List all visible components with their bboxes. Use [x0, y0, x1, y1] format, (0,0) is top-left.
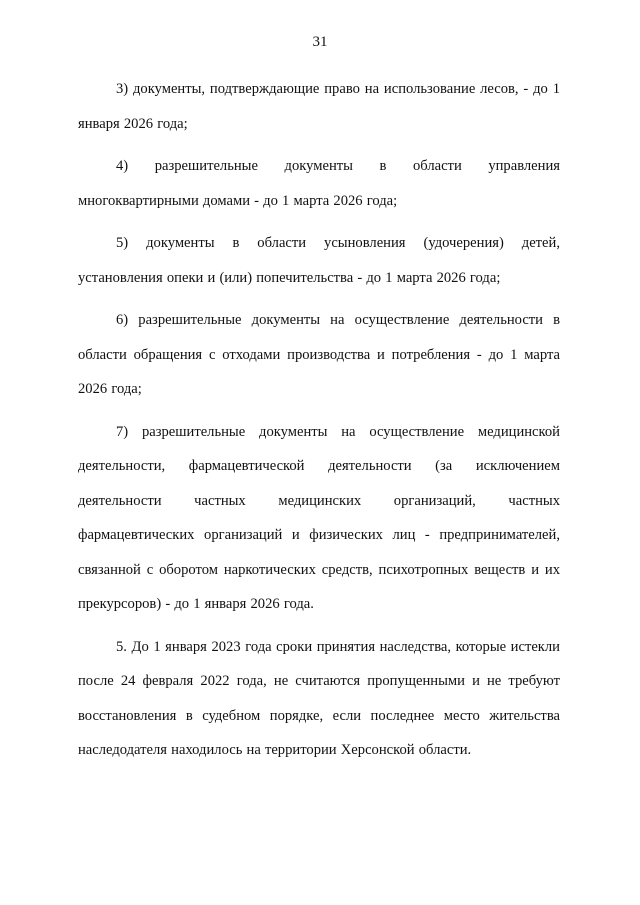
paragraph-item-7: 7) разрешительные документы на осуществление медицинской деятельности, фармацевтической деятельности (за исключением деятельности частных медицинских организаций, частных фармацевтических организаций и физических лиц - предпринимателей, связанной с оборотом наркотических средств, психотропных веществ и их прекурсоров) - до 1 января 2026 года.: [78, 423, 560, 612]
page-number: 31: [312, 34, 328, 50]
paragraph-item-6: 6) разрешительные документы на осуществление деятельности в области обращения с отходами производства и потребления - до 1 марта 2026 года;: [78, 312, 560, 397]
paragraph-item-4: 4) разрешительные документы в области управления многоквартирными домами - до 1 марта 2026 года;: [78, 158, 560, 209]
paragraph-item-5: 5) документы в области усыновления (удочерения) детей, установления опеки и (или) попечительства - до 1 марта 2026 года;: [78, 235, 560, 286]
document-body: [78, 72, 560, 776]
paragraph-clause-5: 5. До 1 января 2023 года сроки принятия наследства, которые истекли после 24 февраля 2022 года, не считаются пропущенными и не требуют восстановления в судебном порядке, если последнее место жительства наследодателя находилось на территории Херсонской области.: [78, 638, 560, 758]
paragraph-item-3: 3) документы, подтверждающие право на использование лесов, - до 1 января 2026 года;: [78, 81, 560, 132]
